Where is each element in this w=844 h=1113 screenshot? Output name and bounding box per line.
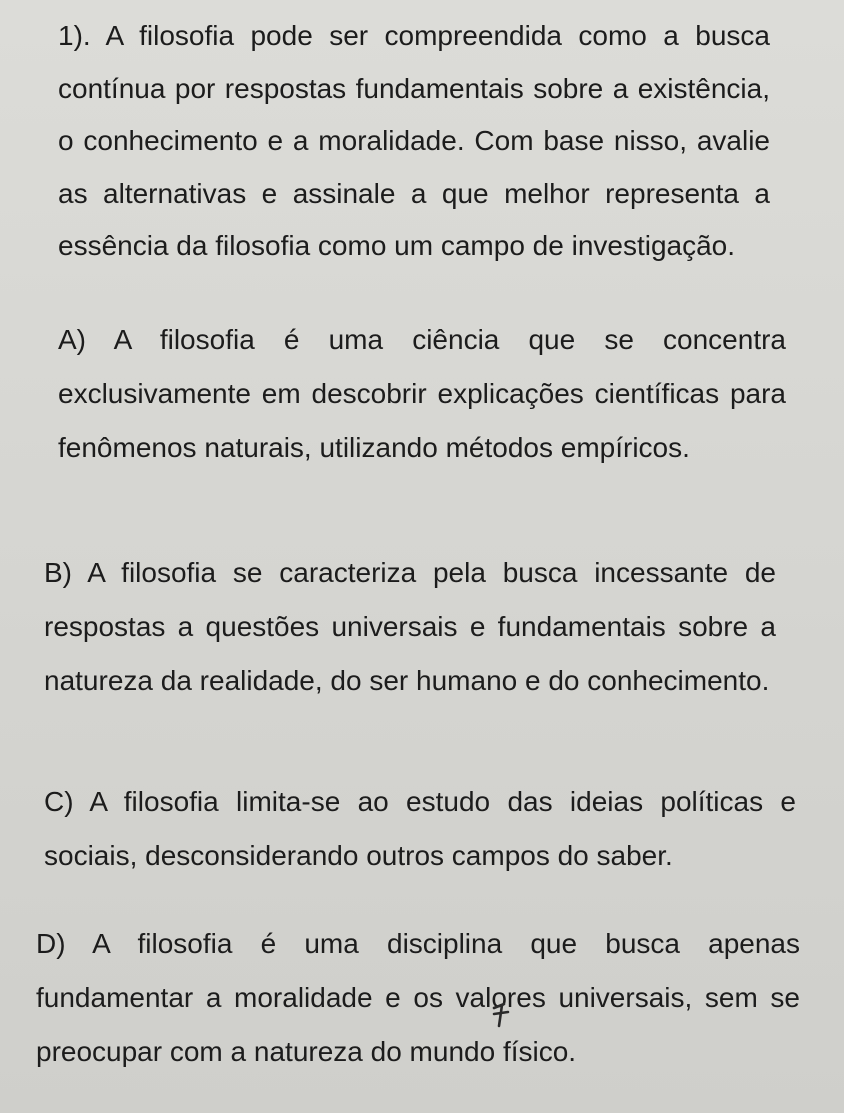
option-c[interactable]: C) A filosofia limita-se ao estudo das ideias políticas e sociais, desconsiderando outros campos do saber. (44, 786, 796, 871)
option-d[interactable]: D) A filosofia é uma disciplina que busca apenas fundamentar a moralidade e os valores universais, sem se preocupar com a natureza do mundo físico. (36, 928, 800, 1067)
option-b[interactable]: B) A filosofia se caracteriza pela busca incessante de respostas a questões universais e fundamentais sobre a natureza da realidade, do ser humano e do conhecimento. (44, 557, 776, 696)
option-a[interactable]: A) A filosofia é uma ciência que se concentra exclusivamente em descobrir explicações científicas para fenômenos naturais, utilizando métodos empíricos. (58, 324, 786, 463)
pen-mark-icon (488, 1000, 516, 1030)
question-text: 1). A filosofia pode ser compreendida como a busca contínua por respostas fundamentais sobre a existência, o conhecimento e a moralidade. Com base nisso, avalie as alternativas e assinale a que melhor representa a essência da filosofia como um campo de investigação. (58, 20, 770, 262)
